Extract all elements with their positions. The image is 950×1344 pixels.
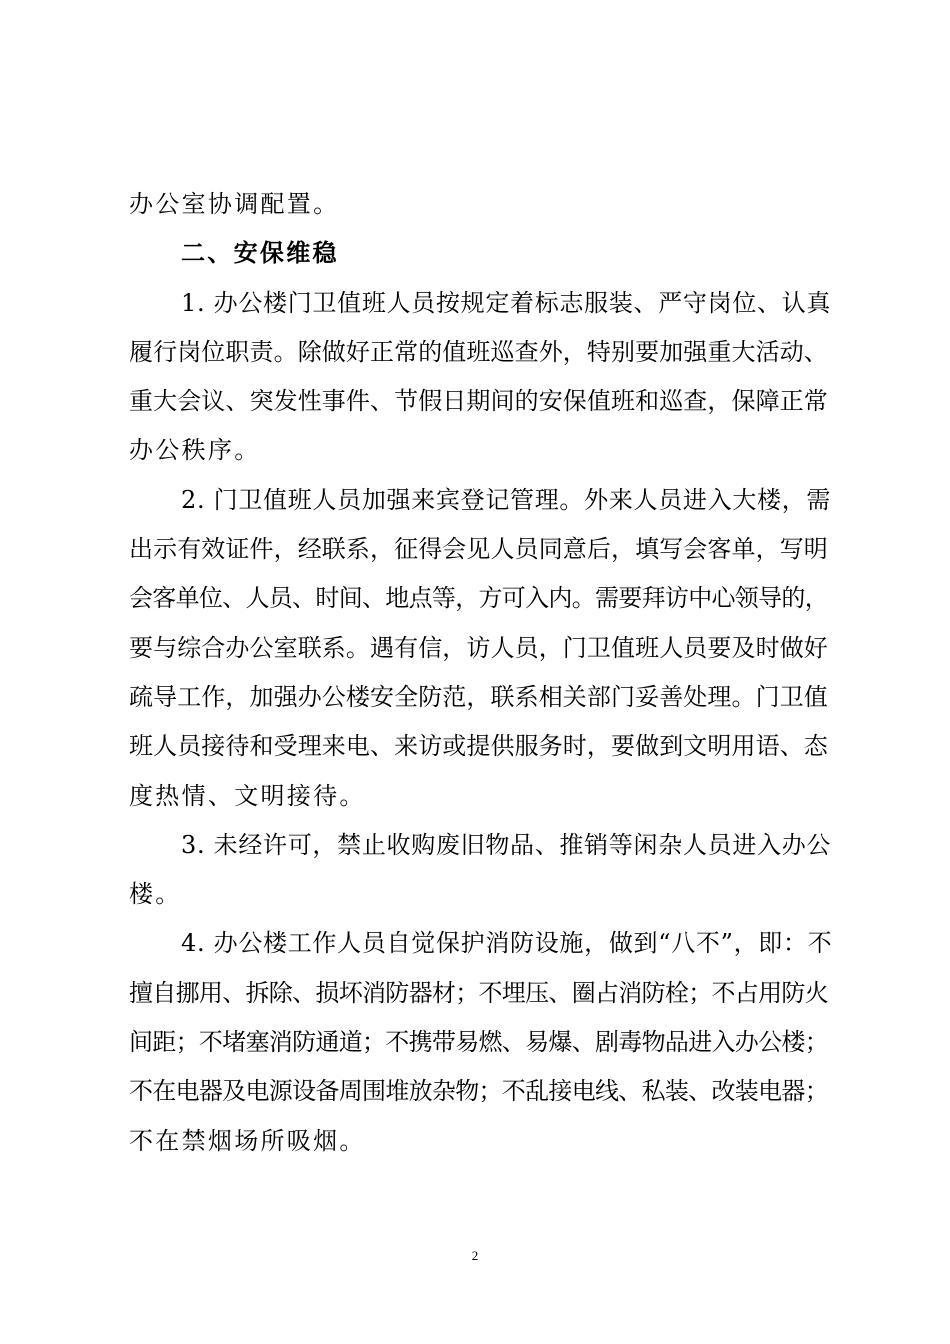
text-line: 办公秩序。 [129,436,261,465]
text-line: 履行岗位职责。除做好正常的值班巡查外，特别要加强重大活动、 [129,337,828,366]
text-line: 4. 办公楼工作人员自觉保护消防设施，做到“八不”，即：不 [181,929,833,958]
text-line: 楼。 [129,880,182,909]
text-line: 班人员接待和受理来电、来访或提供服务时，要做到文明用语、态 [129,732,828,761]
text-line: 不在禁烟场所吸烟。 [129,1126,366,1155]
page-number: 2 [471,1248,479,1263]
text-line: 要与综合办公室联系。遇有信，访人员，门卫值班人员要及时做好 [129,633,828,662]
text-line: 会客单位、人员、时间、地点等，方可入内。需要拜访中心领导的， [129,584,828,613]
text-line: 不在电器及电源设备周围堆放杂物；不乱接电线、私装、改装电器； [129,1077,828,1106]
text-line: 疏导工作，加强办公楼安全防范，联系相关部门妥善处理。门卫值 [129,682,828,711]
text-line: 1. 办公楼门卫值班人员按规定着标志服装、严守岗位、认真 [181,288,832,317]
text-line: 间距；不堵塞消防通道；不携带易燃、易爆、剧毒物品进入办公楼； [129,1028,828,1057]
section-heading: 二、安保维稳 [181,239,339,268]
text-line: 重大会议、突发性事件、节假日期间的安保值班和巡查，保障正常 [129,387,828,416]
text-line: 擅自挪用、拆除、损坏消防器材；不埋压、圈占消防栓；不占用防火 [129,978,828,1007]
text-line: 办公室协调配置。 [129,190,340,218]
text-line: 2. 门卫值班人员加强来宾登记管理。外来人员进入大楼，需 [181,485,832,514]
body-text [129,180,833,1166]
text-line: 出示有效证件，经联系，征得会见人员同意后，填写会客单，写明 [129,535,828,564]
text-line: 3. 未经许可，禁止收购废旧物品、推销等闲杂人员进入办公 [181,830,832,859]
text-line: 度热情、文明接待。 [129,781,366,810]
